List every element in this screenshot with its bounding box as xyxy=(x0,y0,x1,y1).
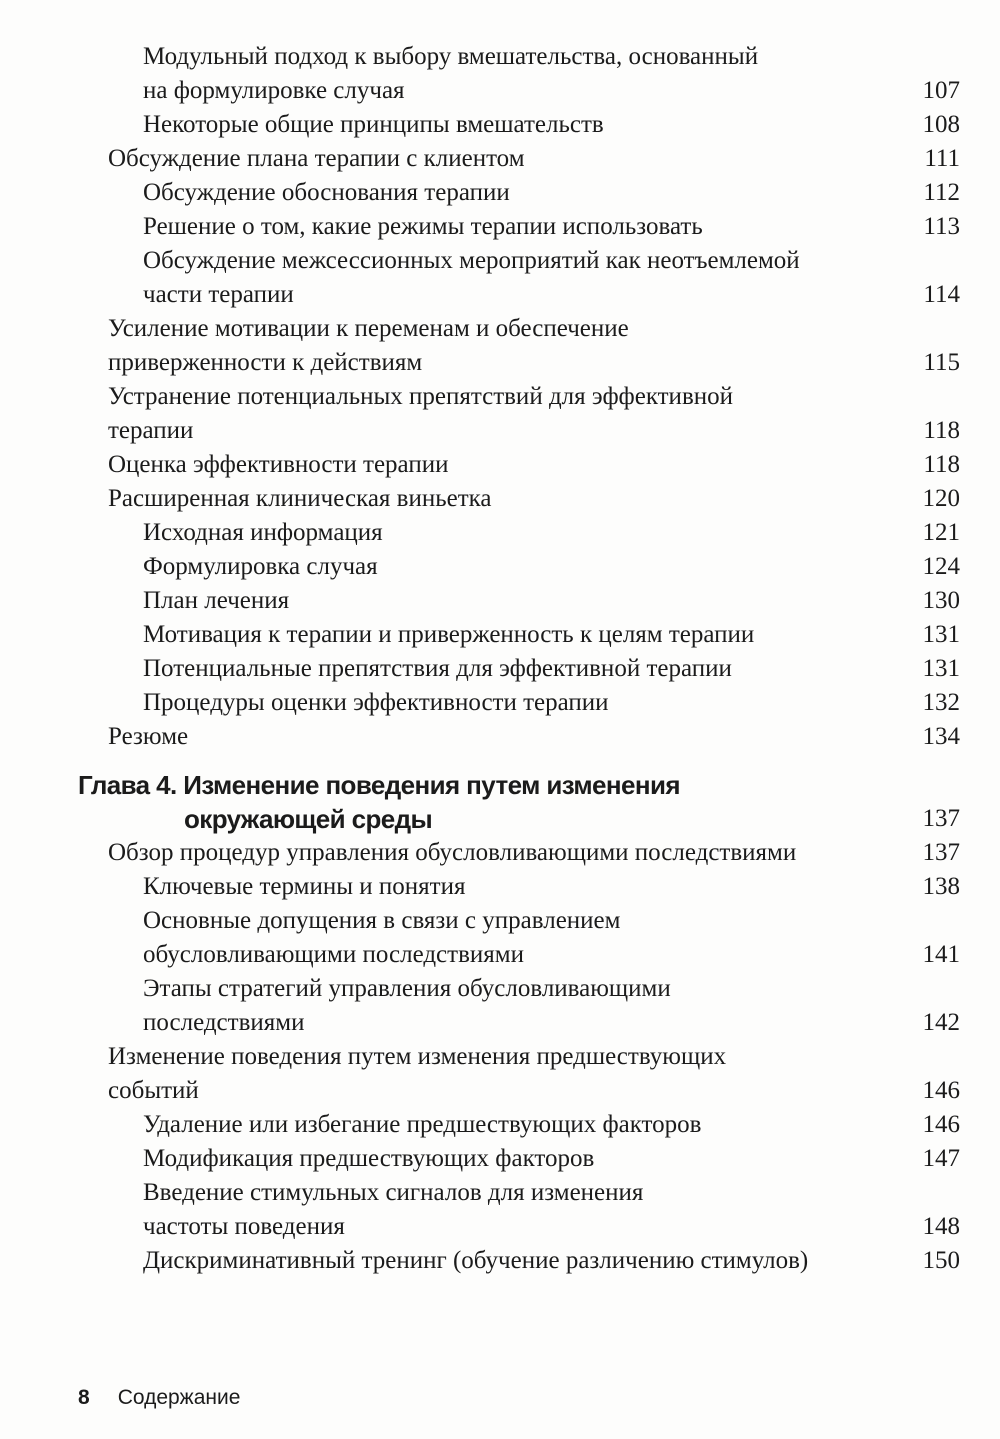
toc-entry-title: Обсуждение межсессионных мероприятий как неотъемлемой части терапии xyxy=(143,247,800,308)
toc-entry-page: 132 xyxy=(922,689,960,716)
toc-entry-title: Оценка эффективности терапии xyxy=(108,451,449,478)
toc-entry-title: Мотивация к терапии и приверженность к целям терапии xyxy=(143,621,755,648)
toc-entry-title: Изменение поведения путем изменения предшествующих событий xyxy=(108,1043,727,1104)
toc-entry-page: 141 xyxy=(922,941,960,968)
toc-entry-title: Ключевые термины и понятия xyxy=(143,873,466,900)
toc-entry-title: Этапы стратегий управления обусловливающими последствиями xyxy=(143,975,671,1036)
toc-entry-title: Усиление мотивации к переменам и обеспечение приверженности к действиям xyxy=(108,315,629,376)
toc-entry xyxy=(0,40,1000,108)
chapter-title-line1: Глава 4. Изменение поведения путем изменения xyxy=(78,770,680,800)
toc-entry-page: 137 xyxy=(922,839,960,866)
toc-entry xyxy=(0,972,1000,1040)
toc-entry-page: 108 xyxy=(922,111,960,138)
toc-entry-page: 114 xyxy=(923,281,960,308)
toc-entry-page: 121 xyxy=(922,519,960,546)
toc-entry-page: 115 xyxy=(923,349,960,376)
chapter-title-line2: окружающей среды xyxy=(184,804,433,834)
toc-entry-title: Решение о том, какие режимы терапии использовать xyxy=(143,213,703,240)
toc-entry xyxy=(0,1108,1000,1142)
toc-entry xyxy=(0,210,1000,244)
toc-entry-title: Устранение потенциальных препятствий для эффективной терапии xyxy=(108,383,733,444)
toc-entry-page: 111 xyxy=(924,145,960,172)
toc-entry xyxy=(0,652,1000,686)
toc-entry-title: Удаление или избегание предшествующих факторов xyxy=(143,1111,702,1138)
toc-entry xyxy=(0,686,1000,720)
toc-entry xyxy=(0,904,1000,972)
toc-entry xyxy=(0,550,1000,584)
toc-entry-page: 147 xyxy=(922,1145,960,1172)
toc-entry-page: 130 xyxy=(922,587,960,614)
toc-entry-page: 150 xyxy=(922,1247,960,1274)
toc-entry xyxy=(0,448,1000,482)
table-of-contents xyxy=(0,40,1000,1278)
toc-entry-title: Основные допущения в связи с управлением обусловливающими последствиями xyxy=(143,907,621,968)
toc-entry xyxy=(0,836,1000,870)
toc-entry-page: 138 xyxy=(922,873,960,900)
chapter-heading xyxy=(0,768,1000,836)
toc-entry-title: Введение стимульных сигналов для изменения частоты поведения xyxy=(143,1179,644,1240)
toc-entry-title: Обзор процедур управления обусловливающими последствиями xyxy=(108,839,797,866)
toc-entry-title: Исходная информация xyxy=(143,519,383,546)
toc-entry-title: Формулировка случая xyxy=(143,553,378,580)
toc-entry xyxy=(0,142,1000,176)
toc-entry-title: Дискриминативный тренинг (обучение различению стимулов) xyxy=(143,1247,809,1274)
toc-entry xyxy=(0,870,1000,904)
toc-entry xyxy=(0,1176,1000,1244)
toc-entry xyxy=(0,516,1000,550)
toc-entry xyxy=(0,482,1000,516)
toc-entry-title: Потенциальные препятствия для эффективной терапии xyxy=(143,655,732,682)
toc-entry xyxy=(0,108,1000,142)
toc-entry-title: Процедуры оценки эффективности терапии xyxy=(143,689,609,716)
toc-entry-title: Расширенная клиническая виньетка xyxy=(108,485,492,512)
toc-entry-page: 134 xyxy=(922,723,960,750)
toc-entry-page: 107 xyxy=(922,77,960,104)
toc-entry xyxy=(0,618,1000,652)
toc-entry-page: 131 xyxy=(922,655,960,682)
toc-entry xyxy=(0,312,1000,380)
toc-entry-page: 113 xyxy=(923,213,960,240)
toc-entry-title: Модификация предшествующих факторов xyxy=(143,1145,595,1172)
toc-entry-title: Обсуждение обоснования терапии xyxy=(143,179,510,206)
toc-entry-title: План лечения xyxy=(143,587,290,614)
toc-entry xyxy=(0,720,1000,754)
toc-entry xyxy=(0,584,1000,618)
page-number: 8 xyxy=(78,1386,90,1409)
toc-entry-page: 146 xyxy=(922,1111,960,1138)
toc-entry-page: 118 xyxy=(923,451,960,478)
page-footer xyxy=(78,1386,240,1410)
toc-entry-title: Модульный подход к выбору вмешательства, основанный на формулировке случая xyxy=(143,43,759,104)
chapter-title xyxy=(0,768,858,836)
toc-entry-title: Резюме xyxy=(108,723,189,750)
toc-entry-title: Некоторые общие принципы вмешательств xyxy=(143,111,604,138)
toc-entry xyxy=(0,380,1000,448)
toc-entry-page: 118 xyxy=(923,417,960,444)
toc-entry-page: 142 xyxy=(922,1009,960,1036)
toc-entry-title: Обсуждение плана терапии с клиентом xyxy=(108,145,525,172)
toc-entry xyxy=(0,1040,1000,1108)
toc-entry-page: 112 xyxy=(923,179,960,206)
toc-entry xyxy=(0,1244,1000,1278)
toc-entry xyxy=(0,176,1000,210)
toc-entry-page: 146 xyxy=(922,1077,960,1104)
toc-entry xyxy=(0,244,1000,312)
toc-entry-page: 124 xyxy=(922,553,960,580)
running-title: Содержание xyxy=(117,1386,241,1409)
toc-entry xyxy=(0,1142,1000,1176)
toc-entry-page: 131 xyxy=(922,621,960,648)
chapter-page: 137 xyxy=(922,805,960,832)
toc-entry-page: 148 xyxy=(922,1213,960,1240)
toc-entry-page: 120 xyxy=(922,485,960,512)
